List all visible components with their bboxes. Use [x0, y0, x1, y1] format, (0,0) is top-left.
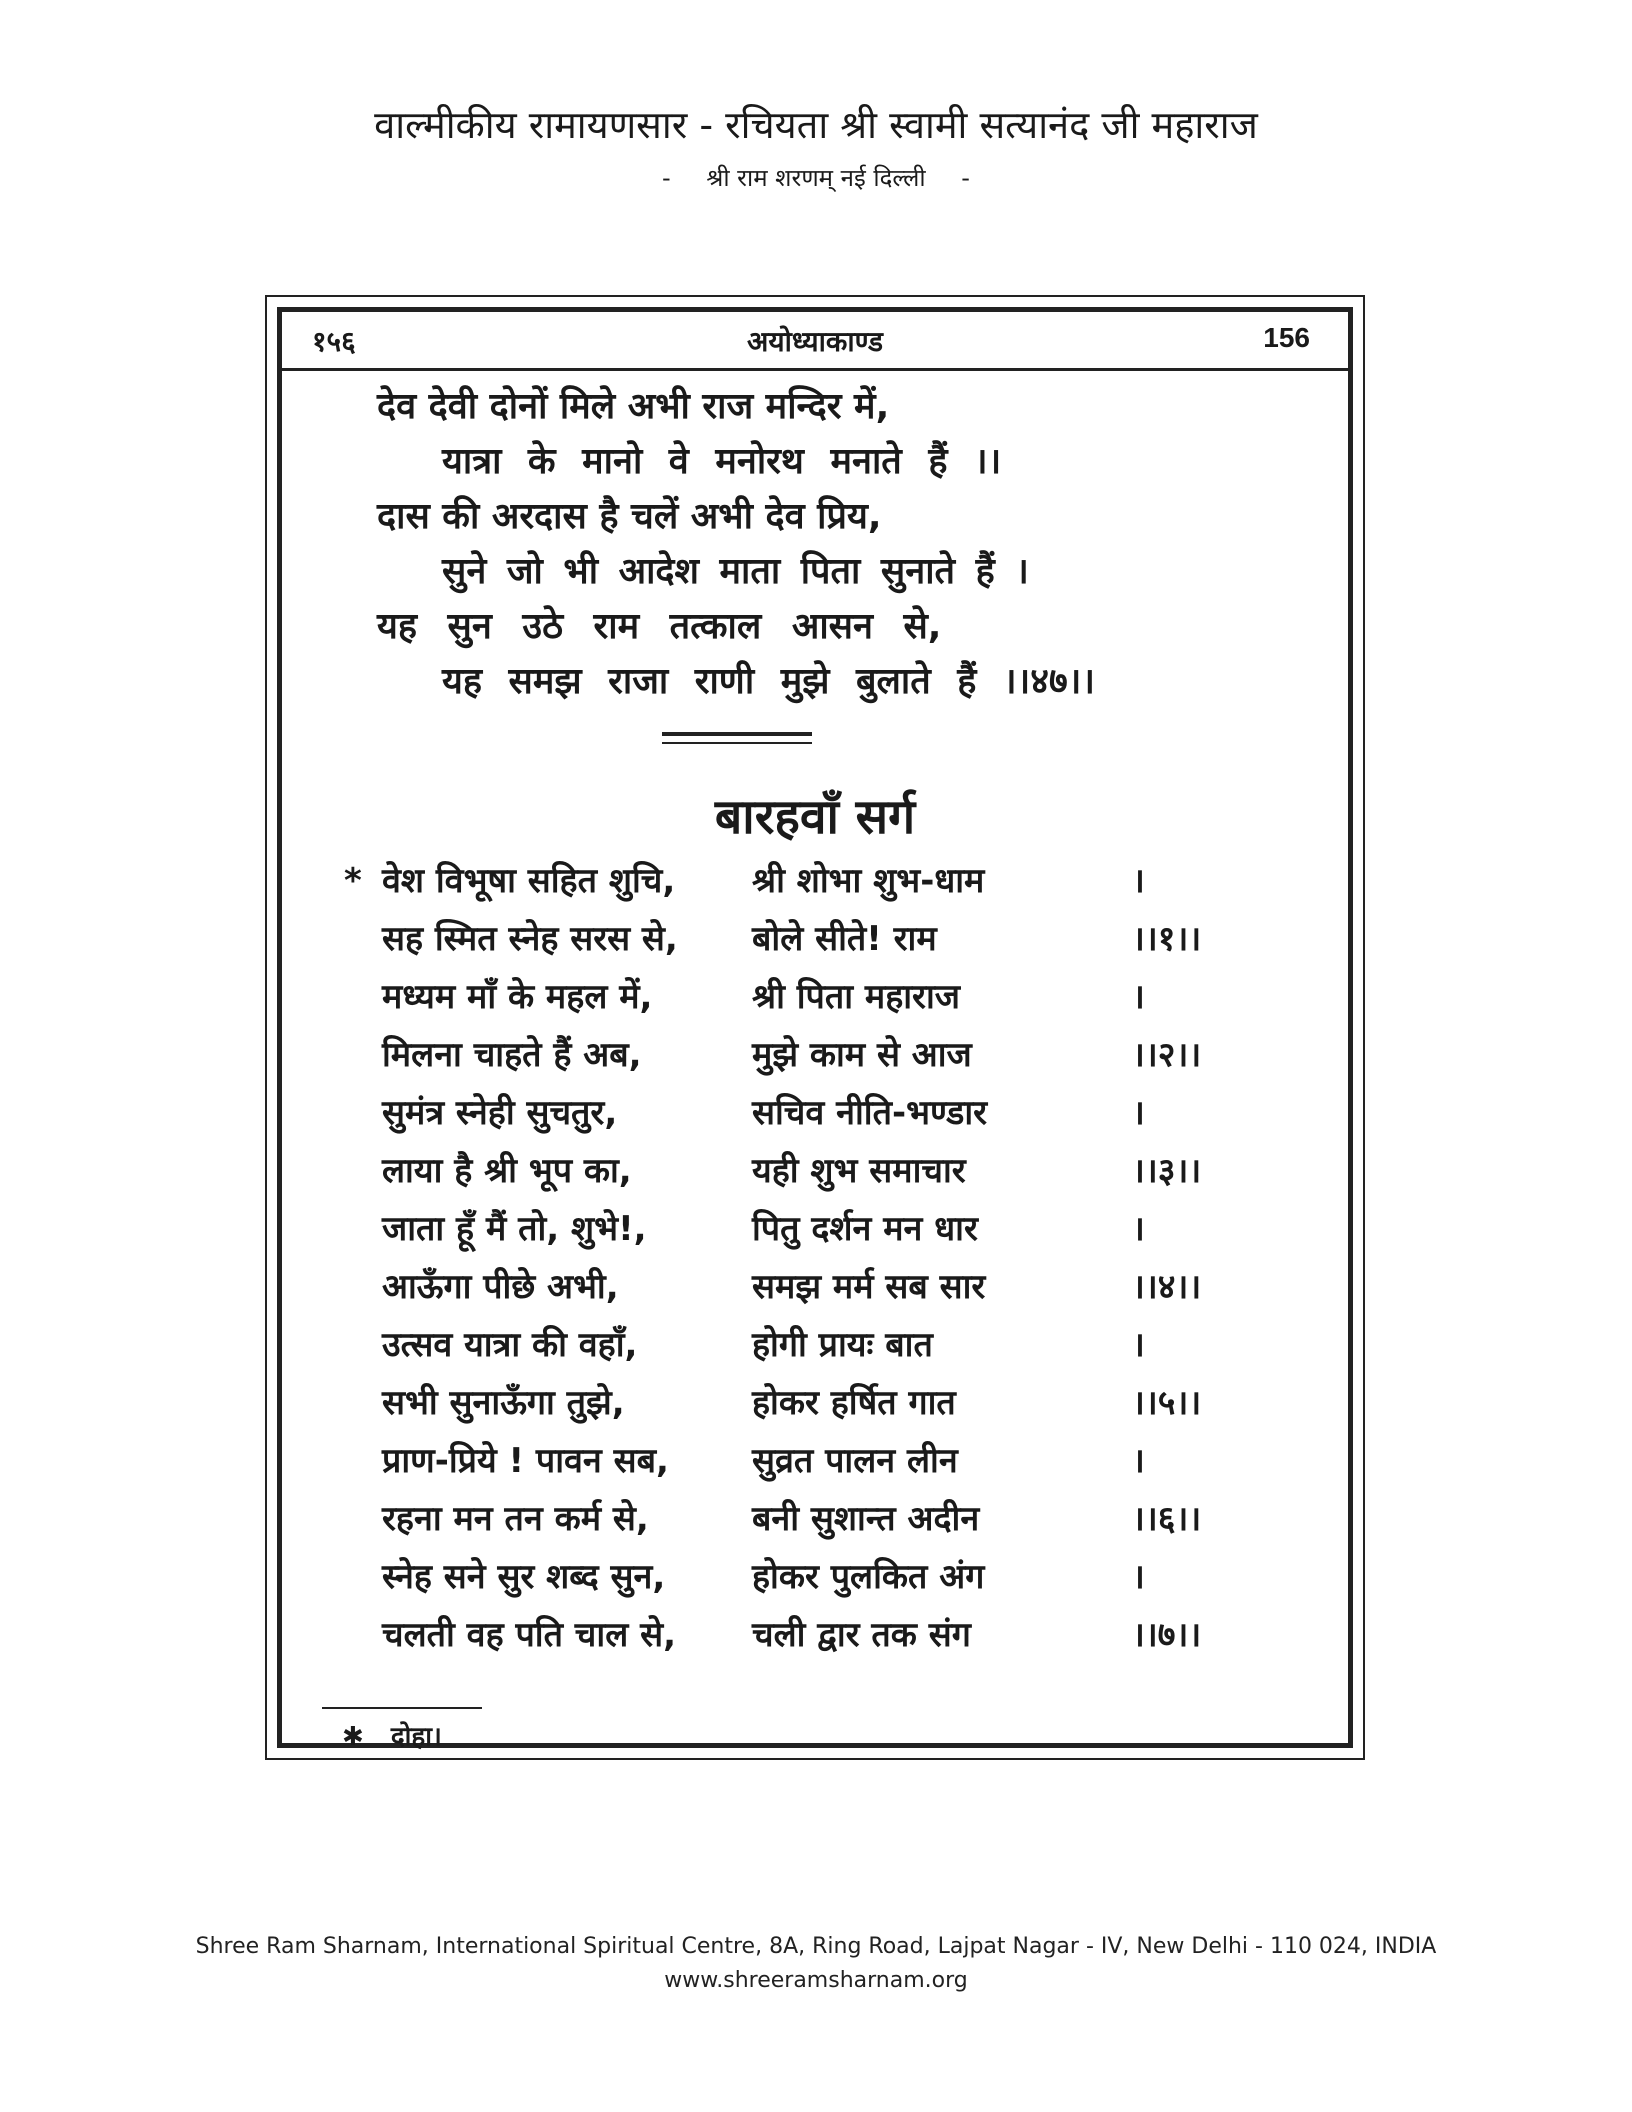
- doha-second-half: समझ मर्म सब सार: [752, 1267, 986, 1307]
- doha-first-half: वेश विभूषा सहित शुचि,: [382, 861, 676, 901]
- scanned-book-page: [265, 295, 1365, 1760]
- subtitle-text: श्री राम शरणम् नई दिल्ली: [706, 164, 926, 192]
- doha-end-mark: ।: [1132, 1441, 1145, 1481]
- book-page-frame: [277, 307, 1353, 1752]
- doha-first-half: मिलना चाहते हैं अब,: [382, 1035, 642, 1075]
- doha-row: [282, 910, 1348, 968]
- page-number: 156: [1263, 322, 1310, 353]
- doha-first-half: चलती वह पति चाल से,: [382, 1615, 676, 1655]
- doha-end-mark: ।: [1132, 861, 1145, 901]
- doha-second-half: चली द्वार तक संग: [752, 1615, 971, 1655]
- footer-address: Shree Ram Sharnam, International Spiritual Centre, 8A, Ring Road, Lajpat Nagar - IV, New Delhi - 110 024, INDIA: [195, 1934, 1437, 1959]
- doha-first-half: सुमंत्र स्नेही सुचतुर,: [382, 1093, 618, 1133]
- footer-website: www.shreeramsharnam.org: [664, 1968, 968, 1993]
- doha-row: [282, 1026, 1348, 1084]
- doha-row: [282, 852, 1348, 910]
- doha-second-half: मुझे काम से आज: [752, 1035, 972, 1075]
- doha-end-mark: ।: [1132, 1093, 1145, 1133]
- doha-first-half: प्राण-प्रिये ! पावन सब,: [382, 1441, 669, 1481]
- doha-first-half: रहना मन तन कर्म से,: [382, 1499, 649, 1539]
- doha-first-half: मध्यम माँ के महल में,: [382, 977, 653, 1017]
- document-title: वाल्मीकीय रामायणसार - रचियता श्री स्वामी सत्यानंद जी महाराज: [374, 103, 1258, 147]
- doha-second-half: श्री पिता महाराज: [752, 977, 960, 1017]
- separator-rule: [662, 732, 812, 736]
- doha-first-half: सह स्मित स्नेह सरस से,: [382, 919, 678, 959]
- doha-row: [282, 1142, 1348, 1200]
- subtitle-dash-left: -: [662, 164, 671, 192]
- verse-line: देव देवी दोनों मिले अभी राज मन्दिर में,: [377, 386, 890, 427]
- doha-second-half: सचिव नीति-भण्डार: [752, 1093, 988, 1133]
- doha-row: [282, 1490, 1348, 1548]
- doha-second-half: यही शुभ समाचार: [752, 1151, 966, 1191]
- doha-row: [282, 968, 1348, 1026]
- doha-first-half: लाया है श्री भूप का,: [382, 1151, 632, 1191]
- doha-row: [282, 1084, 1348, 1142]
- doha-second-half: बोले सीते! राम: [752, 919, 937, 959]
- verse-line: यह समझ राजा राणी मुझे बुलाते हैं ।।४७।।: [442, 661, 1095, 702]
- doha-first-half: आऊँगा पीछे अभी,: [382, 1267, 619, 1307]
- doha-end-mark: ।: [1132, 977, 1145, 1017]
- doha-row: [282, 1432, 1348, 1490]
- doha-row: [282, 1316, 1348, 1374]
- doha-end-mark: ।।५।।: [1132, 1383, 1202, 1423]
- verse-line: दास की अरदास है चलें अभी देव प्रिय,: [377, 496, 882, 537]
- separator-rule: [662, 742, 812, 744]
- doha-second-half: सुव्रत पालन लीन: [752, 1441, 958, 1481]
- page-header: [0, 100, 1632, 198]
- doha-first-half: उत्सव यात्रा की वहाँ,: [382, 1325, 638, 1365]
- verse-line: यह सुन उठे राम तत्काल आसन से,: [377, 606, 942, 647]
- running-head: [282, 312, 1348, 371]
- doha-second-half: बनी सुशान्त अदीन: [752, 1499, 980, 1539]
- page-footer: [0, 1930, 1632, 1998]
- doha-marker: *: [344, 861, 362, 901]
- chapter-title: बारहवाँ सर्ग: [714, 789, 916, 845]
- doha-row: [282, 1200, 1348, 1258]
- footnote-rule: [322, 1707, 482, 1709]
- doha-second-half: पितु दर्शन मन धार: [752, 1209, 978, 1249]
- doha-second-half: होकर पुलकित अंग: [752, 1557, 985, 1597]
- doha-end-mark: ।।१।।: [1132, 919, 1202, 959]
- doha-first-half: जाता हूँ मैं तो, शुभे!,: [382, 1209, 647, 1249]
- doha-second-half: होकर हर्षित गात: [752, 1383, 956, 1423]
- doha-end-mark: ।।२।।: [1132, 1035, 1202, 1075]
- doha-end-mark: ।।६।।: [1132, 1499, 1202, 1539]
- doha-row: [282, 1374, 1348, 1432]
- page-number-devanagari: १५६: [312, 325, 356, 358]
- document-subtitle: [0, 158, 1632, 198]
- doha-row: [282, 1548, 1348, 1606]
- subtitle-dash-right: -: [961, 164, 970, 192]
- section-heading: अयोध्याकाण्ड: [747, 325, 883, 358]
- doha-second-half: श्री शोभा शुभ-धाम: [752, 861, 985, 901]
- footnote: [342, 1717, 442, 1753]
- doha-end-mark: ।।७।।: [1132, 1615, 1202, 1655]
- doha-row: [282, 1606, 1348, 1664]
- verse-line: सुने जो भी आदेश माता पिता सुनाते हैं ।: [442, 551, 1029, 592]
- doha-first-half: स्नेह सने सुर शब्द सुन,: [382, 1557, 666, 1597]
- doha-end-mark: ।।३।।: [1132, 1151, 1202, 1191]
- doha-row: [282, 1258, 1348, 1316]
- doha-first-half: सभी सुनाऊँगा तुझे,: [382, 1383, 625, 1423]
- footnote-marker: ✱: [342, 1722, 364, 1752]
- footnote-text: दोहा।: [390, 1722, 442, 1752]
- doha-end-mark: ।: [1132, 1557, 1145, 1597]
- doha-end-mark: ।: [1132, 1209, 1145, 1249]
- doha-second-half: होगी प्रायः बात: [752, 1325, 933, 1365]
- verse-line: यात्रा के मानो वे मनोरथ मनाते हैं ।।: [442, 441, 1002, 482]
- doha-end-mark: ।: [1132, 1325, 1145, 1365]
- doha-end-mark: ।।४।।: [1132, 1267, 1202, 1307]
